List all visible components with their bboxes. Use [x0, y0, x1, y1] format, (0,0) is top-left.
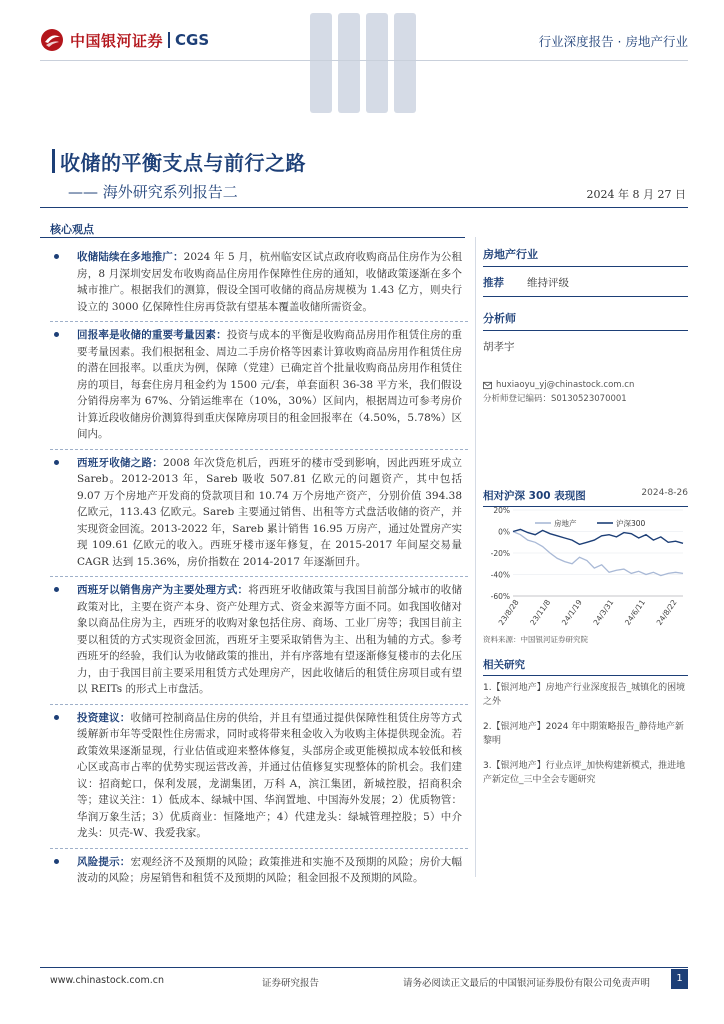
- section-body: 将西班牙收储政策与我国目前部分城市的收储政策对比，主要在资产本身、资产处理方式、资金来源等方面不同。如我国收储对象以商品住房为主，西班牙的收购对象包括住房、商场、工业厂房等；我国目前主要以租赁的方式实现资金回流，西班牙主要采取销售为主、出租为辅的方式。参考西班牙的经验，我们认为收储政策的推出，并有序落地有望逐渐修复楼市的去化压力，由于我国目前主要采用租赁方式处理房产，因此收储后的租赁住房项目或有望以 REITs 的形式上市盘活。: [77, 584, 463, 695]
- bullet-dot: [54, 254, 59, 259]
- brand-logo: [40, 28, 209, 52]
- analyst-email[interactable]: huxiaoyu_yj@chinastock.com.cn: [496, 380, 635, 390]
- core-views-divider: [40, 237, 465, 238]
- analyst-cert: 分析师登记编码：S0130523070001: [483, 394, 627, 404]
- rating-key: 推荐: [483, 277, 504, 289]
- chart-date: 2024-8-26: [641, 488, 688, 498]
- bullet-dot: [54, 332, 59, 337]
- title-divider: [40, 207, 688, 208]
- chart-source-note: 资料来源：中国银河证券研究院: [483, 635, 588, 644]
- core-section-risk-warning: [50, 849, 468, 893]
- section-lead: 投资建议：: [77, 711, 131, 724]
- report-date: 2024 年 8 月 27 日: [586, 188, 686, 201]
- chart-x-tick-label: 23/11/8: [528, 597, 553, 627]
- report-type: 行业深度报告 · 房地产行业: [538, 34, 688, 49]
- section-lead: 收储陆续在多地推广：: [77, 251, 184, 263]
- sidebar: [483, 246, 688, 406]
- chart-legend-label: 房地产: [554, 519, 577, 528]
- relative-performance-chart: [483, 504, 688, 650]
- chart-y-tick-label: -20%: [490, 549, 510, 558]
- report-title: 收储的平衡支点与前行之路: [60, 151, 306, 175]
- core-section-spain-path: [50, 450, 468, 578]
- bullet-dot: [54, 460, 59, 465]
- title-accent-bar: [52, 149, 55, 173]
- page-number: 1: [671, 969, 688, 989]
- report-subtitle: —— 海外研究系列报告二: [68, 183, 238, 201]
- related-item[interactable]: 3.【银河地产】行业点评_加快构建新模式，推进地产新定位_三中全会专题研究: [483, 761, 686, 785]
- core-section-spain-sales: [50, 577, 468, 705]
- section-body: 投资与成本的平衡是收购商品房用作租赁住房的重要考量因素。我们根据租金、周边二手房价格等因素计算收购商品房用作租赁住房的潜在回报率。以重庆为例，保障（党建）已确定首个批量收购商品房用作租赁住房的项目，每套住房月租金约为 1500 元/套，单套面积 36-38 平方米，我们假设分销得房率为 67%、分销运维率在（10%，30%）区间内，根据周边可参考房价计算近段收储房价测算得到重庆保障房项目的租金回报率在（4.50%，5.78%）区间内。: [77, 329, 463, 440]
- related-item[interactable]: 2.【银河地产】2024 年中期策略报告_静待地产新黎明: [483, 722, 684, 746]
- section-body: 2024 年 5 月，杭州临安区试点政府收购商品住房作为公租房，8 月深圳安居发布收购商品住房用作保障性住房的通知，收储政策逐渐在多个城市推广。根据我们的测算，假设全国可收储的商品房规模为 1.43 亿方，则央行设立的 3000 亿保障性住房再贷款有望基本覆盖收储所需资金。: [77, 251, 462, 313]
- section-body: 2008 年次贷危机后，西班牙的楼市受到影响，因此西班牙成立 Sareb。2012-2013 年，Sareb 吸收 507.81 亿欧元的问题资产，其中包括 9.07 万个房地产开发商的贷款项目和 10.74 万个房地产资产，分别价值 394.38 亿欧元，113.43 亿欧元。Sareb 主要通过销售、出租等方式盘活收储的资产，并实现资金回流。2013-2022 年，Sareb 累计销售 16.95 万房产，通过处置房产实现 109.61 亿欧元的收入。西班牙楼市逐年修复，在 2015-2017 年间屋交易量 CAGR 达到 15.36%，房价指数在 2014-2017 年逐渐回升。: [77, 456, 462, 568]
- logo-chinese-name: 中国银河证券: [70, 31, 164, 50]
- logo-english-name: CGS: [175, 31, 210, 49]
- analyst-contact: [483, 378, 688, 406]
- chart-y-tick-label: -60%: [490, 592, 510, 601]
- bullet-dot: [54, 859, 59, 864]
- bullet-dot: [54, 715, 59, 720]
- section-body: 宏观经济不及预期的风险；政策推进和实施不及预期的风险；房价大幅波动的风险；房屋销售和租赁不及预期的风险；租金回报不及预期的风险。: [77, 855, 462, 884]
- rating-row: [483, 267, 688, 297]
- analyst-heading: 分析师: [483, 310, 688, 331]
- footer-report-label: 证券研究报告: [262, 978, 320, 989]
- related-item[interactable]: 1.【银河地产】房地产行业深度报告_城镇化的困境之外: [483, 683, 686, 707]
- chart-legend-label: 沪深300: [616, 519, 646, 528]
- chart-x-tick-label: 24/8/22: [654, 597, 679, 627]
- chart-x-tick-label: 23/8/28: [496, 597, 521, 627]
- section-lead: 西班牙以销售房产为主要处理方式：: [77, 584, 249, 596]
- rating-value: 维持评级: [527, 277, 569, 289]
- chart-x-tick-label: 24/1/19: [559, 597, 584, 627]
- footer-divider: [40, 967, 688, 968]
- bullet-dot: [54, 587, 59, 592]
- industry-heading: 房地产行业: [483, 246, 688, 267]
- column-divider: [475, 237, 476, 877]
- chart-y-tick-label: 20%: [493, 506, 510, 515]
- section-lead: 回报率是收储的重要考量因素：: [77, 329, 227, 341]
- analyst-name: 胡孝宇: [483, 341, 515, 353]
- section-lead: 风险提示：: [77, 855, 131, 868]
- chart-title: 相对沪深 300 表现图: [483, 490, 586, 502]
- galaxy-logo-icon: [40, 28, 64, 52]
- core-section-storage-expansion: [50, 244, 468, 322]
- email-icon: [483, 381, 492, 390]
- related-research-list: [483, 681, 688, 798]
- core-section-return-rate: [50, 322, 468, 450]
- chart-y-tick-label: -40%: [490, 570, 510, 580]
- footer-disclaimer: 请务必阅读正文最后的中国银河证券股份有限公司免责声明: [403, 978, 651, 989]
- footer-url[interactable]: www.chinastock.com.cn: [50, 975, 164, 986]
- chart-x-tick-label: 24/3/31: [591, 597, 616, 627]
- chart-y-tick-label: 0%: [498, 527, 510, 537]
- section-body: 收储可控制商品住房的供给，并且有望通过提供保障性租赁住房等方式缓解新市年等受限性住房需求，同时或将带来租金收入为收购主体提供现金流。若政策效果逐渐显现，行业估值或迎来整体修复，头部房企或更能模拟成本较低和核心区或高市占率的优势实现运营改善，并通过估值修复实现整体的阶机会。我们建议：招商蛇口，保利发展，龙湖集团，万科 A，滨江集团，新城控股，招商积余等；建议关注：1）低成本、绿城中国、华润置地、中国海外发展；2）优质物管：华润万象生活；3）优质商业：恒隆地产；4）代建龙头：绿城管理控股；5）中介龙头：贝壳-W、我爱我家。: [77, 711, 462, 839]
- header-divider: [40, 60, 688, 61]
- email-row: [483, 378, 688, 392]
- core-views-heading: 核心观点: [50, 223, 94, 236]
- section-lead: 西班牙收储之路：: [77, 456, 164, 469]
- page-header: [0, 0, 724, 60]
- core-views-column: [50, 244, 468, 893]
- chart-x-tick-label: 24/6/11: [623, 597, 648, 627]
- related-research-heading: 相关研究: [483, 657, 688, 676]
- core-section-investment-advice: [50, 705, 468, 849]
- logo-divider: [168, 32, 170, 48]
